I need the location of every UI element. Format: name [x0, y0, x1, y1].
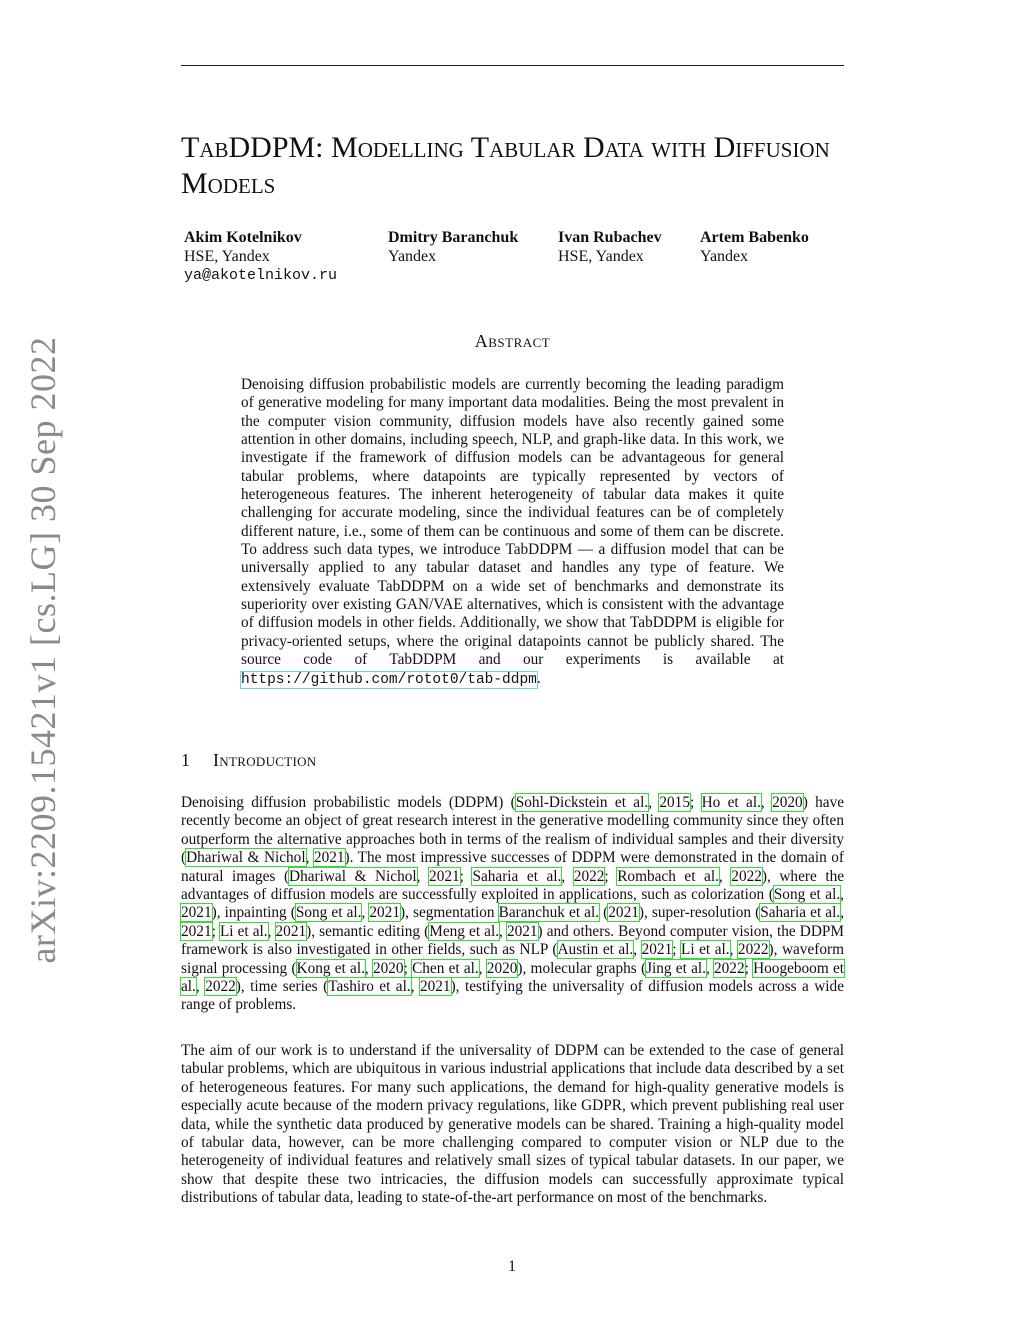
author-email[interactable]: ya@akotelnikov.ru — [184, 267, 338, 284]
intro-paragraph-2: The aim of our work is to understand if the universality of DDPM can be extended to the case of general tabular problems, which are ubiquitous in various industrial applications that include data described by a set of heterogeneous features. For many such applications, the demand for high-quality generative models is especially acute because of the modern privacy regulations, like GDPR, which prevent publishing real user data, while the synthetic data produced by generative models can be shared. Training a high-quality model of tabular data, however, can be more challenging compared to computer vision or NLP due to the heterogeneity of individual features and relatively small sizes of typical tabular datasets. In our paper, we show that despite these two intricacies, the diffusion models can successfully approximate typical distributions of tabular data, leading to state-of-the-art performance on most of the benchmarks. — [181, 1042, 844, 1207]
text-run: ), semantic editing ( — [306, 922, 430, 940]
citation-link[interactable]: Dhariwal & Nichol — [186, 849, 306, 867]
citation-link[interactable]: Saharia et al. — [760, 904, 841, 922]
text-run: , — [729, 941, 738, 959]
text-run: ; — [689, 794, 702, 811]
text-run: , — [718, 867, 732, 885]
author-name: Ivan Rubachev — [558, 229, 662, 246]
intro-paragraph-1 — [181, 794, 844, 1015]
text-run: ) and others. Beyond computer vision, the DDPM framework is also investigated in other fields, such as NLP ( — [181, 922, 844, 959]
citation-link[interactable]: 2015 — [659, 794, 690, 811]
text-run: , — [648, 794, 660, 811]
abstract-heading: Abstract — [474, 331, 551, 351]
citation-link[interactable]: 2022 — [731, 867, 762, 885]
citation-link[interactable]: 2021 — [641, 941, 673, 959]
citation-link[interactable]: 2022 — [573, 867, 605, 885]
text-run: , — [840, 904, 845, 922]
citation-link[interactable]: Rombach et al. — [617, 867, 719, 885]
text-run: , — [840, 886, 844, 904]
text-run: ), testifying the universality of diffusion models across a wide range of problems. — [181, 978, 844, 1014]
text-run: , — [364, 959, 373, 977]
citation-link[interactable]: 2021 — [275, 922, 307, 940]
author-name: Akim Kotelnikov — [184, 229, 302, 246]
citation-link[interactable]: Tashiro et al. — [328, 978, 411, 996]
author-affiliation: Yandex — [700, 248, 749, 265]
text-run: , — [416, 867, 430, 885]
text-run: , — [410, 978, 420, 996]
citation-link[interactable]: Chen et al. — [412, 959, 479, 977]
code-link[interactable]: https://github.com/rotot0/tab-ddpm — [241, 671, 537, 688]
citation-link[interactable]: 2021 — [369, 904, 400, 922]
text-run: , — [633, 941, 642, 959]
section-number: 1 — [181, 750, 191, 770]
citation-link[interactable]: Meng et al. — [429, 922, 500, 940]
citation-link[interactable]: 2022 — [205, 978, 236, 996]
text-run: ; — [744, 959, 754, 977]
author-name: Artem Babenko — [700, 229, 809, 246]
citation-link[interactable]: Ho et al. — [701, 794, 761, 811]
text-run: , — [361, 904, 370, 922]
top-rule — [181, 65, 844, 66]
author-block — [0, 228, 1024, 288]
text-run: ; — [211, 922, 220, 940]
citation-link[interactable]: Song et al. — [773, 886, 841, 904]
abstract-body: Denoising diffusion probabilistic models are currently becoming the leading paradigm of generative modeling for many important data modalities. Being the most prevalent in the computer vision community, diffusion models have also recently gained some attention in other domains, including speech, NLP, and graph-like data. In this work, we investigate if the framework of diffusion models can be advantageous for general tabular problems, where datapoints are typically represented by vectors of heterogeneous features. The inherent heterogeneity of tabular data makes it quite challenging for accurate modeling, since the individual features can be of completely different nature, i.e., some of them can be continuous and some of them can be discrete. To address such data types, we introduce TabDDPM — a diffusion model that can be universally applied to any tabular dataset and handles any type of feature. We extensively evaluate TabDDPM on a wide set of benchmarks and demonstrate its superiority over existing GAN/VAE alternatives, which is consistent with the advantage of diffusion models in other fields. Additionally, we show that TabDDPM is eligible for privacy-oriented setups, where the original datapoints cannot be publicly shared. The source code of TabDDPM and our experiments is available at — [241, 376, 784, 669]
citation-link[interactable]: Sohl-Dickstein et al. — [515, 794, 649, 811]
text-run: ( — [599, 904, 609, 922]
citation-link[interactable]: 2021 — [419, 978, 451, 996]
text-run: ) have recently become an object of great research interest in the generative modelling community since they often outperform the alternative approaches both in terms of the realism of individual samples and their diversity ( — [181, 794, 845, 867]
abstract-text — [241, 376, 784, 689]
text-run: , — [499, 922, 507, 940]
text-run: ), where the advantages of diffusion models are successfully exploited in applications, such as colorization ( — [181, 867, 845, 904]
author-4 — [700, 228, 809, 266]
text-run: ), waveform signal processing ( — [181, 941, 844, 977]
text-run: , — [305, 849, 314, 867]
text-run: ), inpainting ( — [211, 904, 296, 922]
citation-link[interactable]: 2021 — [506, 922, 538, 940]
text-run: , — [561, 867, 574, 885]
text-run: ; — [672, 941, 681, 959]
arxiv-stamp: arXiv:2209.15421v1 [cs.LG] 30 Sep 2022 — [23, 336, 63, 964]
citation-link[interactable]: Li et al. — [219, 922, 268, 940]
text-run: ). The most impressive successes of DDPM were demonstrated in the domain of natural images ( — [181, 849, 844, 885]
text-run: , — [267, 922, 276, 940]
text-run: ), molecular graphs ( — [517, 959, 647, 977]
citation-link[interactable]: Baranchuk et al. — [498, 904, 600, 922]
text-run: ; — [403, 959, 413, 977]
author-1 — [184, 228, 337, 285]
citation-link[interactable]: Austin et al. — [557, 941, 634, 959]
citation-link[interactable]: 2021 — [181, 922, 212, 940]
citation-link[interactable]: 2020 — [372, 959, 404, 977]
citation-link[interactable]: 2020 — [772, 794, 803, 811]
author-name: Dmitry Baranchuk — [388, 229, 519, 246]
citation-link[interactable]: Hoogeboom et al. — [181, 959, 844, 996]
citation-link[interactable]: Kong et al. — [296, 959, 365, 977]
citation-link[interactable]: 2022 — [714, 959, 745, 977]
text-run: ; — [459, 867, 473, 885]
page-number: 1 — [508, 1258, 516, 1275]
paper-title: TabDDPM: Modelling Tabular Data with Diffusion Models — [181, 131, 830, 200]
text-run: , — [195, 978, 206, 996]
author-affiliation: Yandex — [388, 248, 437, 265]
citation-link[interactable]: 2022 — [737, 941, 769, 959]
text-run: ), segmentation — [399, 904, 499, 922]
text-run: ), time series ( — [235, 978, 329, 996]
text-run: , — [478, 959, 487, 977]
citation-link[interactable]: 2021 — [313, 849, 345, 867]
citation-link[interactable]: Saharia et al. — [472, 867, 562, 885]
citation-link[interactable]: 2021 — [608, 904, 639, 922]
section-heading-introduction — [181, 750, 316, 771]
text-run: , — [705, 959, 714, 977]
abstract-end: . — [536, 669, 541, 687]
author-2 — [388, 228, 518, 266]
author-affiliation: HSE, Yandex — [558, 248, 644, 265]
section-title: Introduction — [213, 750, 317, 770]
text-run: , — [760, 794, 773, 811]
text-run: Denoising diffusion probabilistic models (DDPM) ( — [181, 794, 516, 811]
citation-link[interactable]: 2020 — [486, 959, 518, 977]
text-run: ), super-resolution ( — [638, 904, 761, 922]
text-run: ; — [604, 867, 618, 885]
citation-link[interactable]: Jing et al. — [646, 959, 706, 977]
citation-link[interactable]: 2021 — [181, 904, 212, 922]
citation-link[interactable]: Dhariwal & Nichol — [289, 867, 417, 885]
citation-link[interactable]: 2021 — [429, 867, 460, 885]
author-affiliation: HSE, Yandex — [184, 248, 270, 265]
citation-link[interactable]: Li et al. — [681, 941, 730, 959]
citation-link[interactable]: Song et al. — [295, 904, 362, 922]
author-3 — [558, 228, 662, 266]
